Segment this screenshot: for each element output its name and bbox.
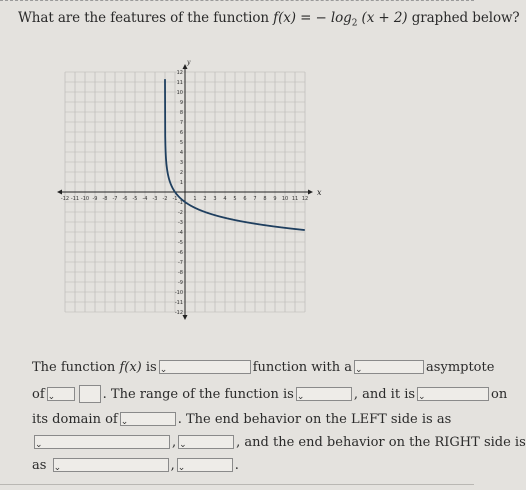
y-tick-label: 5	[179, 140, 183, 146]
text-as: as	[32, 457, 47, 473]
right-end-y-dropdown[interactable]	[177, 458, 233, 472]
y-tick-label: 1	[179, 180, 183, 186]
x-tick-label: 1	[193, 196, 197, 202]
answer-line-1	[32, 357, 494, 377]
text-asymptote: asymptote	[426, 359, 495, 375]
text-end-behavior-left: . The end behavior on the LEFT side is as	[177, 411, 452, 427]
top-divider	[0, 0, 474, 1]
text-end-behavior-right: , and the end behavior on the RIGHT side is	[236, 434, 526, 450]
y-axis-arrow-down	[183, 315, 188, 320]
left-end-x-dropdown[interactable]	[34, 435, 170, 449]
x-tick-label: 7	[253, 196, 257, 202]
x-tick-label: 2	[203, 196, 207, 202]
text-fx: f(x)	[119, 359, 142, 375]
question-suffix: graphed below?	[411, 10, 520, 26]
text-is: is	[145, 359, 157, 375]
bottom-divider	[0, 484, 474, 485]
text-the-function: The function	[32, 359, 116, 375]
y-tick-label: 7	[179, 120, 183, 126]
question-function: f(x) = − log	[273, 10, 352, 26]
y-tick-label: 10	[176, 90, 183, 96]
x-tick-label: 10	[281, 196, 289, 202]
left-end-y-dropdown[interactable]	[178, 435, 234, 449]
x-tick-label: -10	[80, 196, 90, 202]
x-tick-label: 6	[243, 196, 247, 202]
y-tick-label: 11	[176, 80, 183, 86]
y-tick-label: -6	[178, 250, 183, 256]
chevron-down-icon: ⌄	[296, 392, 305, 402]
chevron-down-icon: ⌄	[159, 365, 168, 375]
y-tick-label: -9	[178, 280, 183, 286]
y-tick-label: 4	[179, 150, 183, 156]
chevron-down-icon: ⌄	[179, 440, 187, 450]
x-tick-label: -5	[132, 196, 138, 202]
question-text	[18, 10, 520, 29]
text-comma: ,	[170, 457, 175, 473]
asymptote-value-input[interactable]	[79, 385, 101, 403]
function-graph	[60, 56, 322, 328]
text-of: of	[32, 386, 45, 402]
x-tick-label: 12	[301, 196, 309, 202]
text-comma: ,	[172, 434, 177, 450]
y-tick-label: 12	[176, 70, 183, 76]
x-axis-label: x	[317, 188, 322, 197]
right-end-x-dropdown[interactable]	[53, 458, 169, 472]
x-tick-label: -6	[122, 196, 128, 202]
monotonicity-dropdown[interactable]	[417, 387, 489, 401]
graph-svg	[60, 56, 322, 328]
x-tick-label: 4	[223, 196, 227, 202]
question-argument: (x + 2)	[361, 10, 408, 26]
y-tick-label: 8	[179, 110, 183, 116]
answer-line-2	[32, 384, 507, 404]
y-tick-label: 9	[179, 100, 183, 106]
y-tick-label: 3	[179, 160, 183, 166]
chevron-down-icon: ⌄	[53, 463, 62, 473]
x-tick-label: 9	[273, 196, 277, 202]
x-tick-label: -8	[102, 196, 108, 202]
chevron-down-icon: ⌄	[35, 440, 43, 450]
y-tick-label: -10	[174, 290, 183, 296]
y-tick-label: -1	[178, 200, 183, 206]
text-range: . The range of the function is	[102, 386, 294, 402]
y-tick-label: -2	[178, 210, 183, 216]
x-tick-label: 3	[213, 196, 217, 202]
text-function-with-a: function with a	[252, 359, 353, 375]
y-tick-label: -4	[178, 230, 183, 236]
answer-line-3	[32, 409, 451, 429]
chevron-down-icon: ⌄	[177, 463, 186, 473]
text-period: .	[234, 457, 239, 473]
x-tick-label: -4	[142, 196, 148, 202]
y-tick-label: -7	[178, 260, 183, 266]
text-on: on	[491, 386, 508, 402]
x-tick-label: -2	[162, 196, 168, 202]
y-axis-label: y	[187, 59, 191, 66]
y-tick-label: -12	[174, 310, 183, 316]
y-tick-label: 2	[179, 170, 183, 176]
x-tick-label: -11	[70, 196, 80, 202]
x-tick-label: 11	[291, 196, 299, 202]
x-tick-label: 5	[233, 196, 237, 202]
y-tick-label: -8	[178, 270, 183, 276]
y-tick-label: -3	[178, 220, 183, 226]
function-type-dropdown[interactable]	[159, 360, 251, 374]
chevron-down-icon: ⌄	[355, 365, 363, 375]
x-tick-label: -1	[172, 196, 178, 202]
x-tick-label: -7	[112, 196, 118, 202]
y-tick-label: -5	[178, 240, 183, 246]
answer-line-4	[32, 432, 526, 452]
text-its-domain-of: its domain of	[32, 411, 118, 427]
text-and-it-is: , and it is	[353, 386, 416, 402]
answer-line-5	[32, 455, 239, 475]
domain-dropdown[interactable]	[120, 412, 176, 426]
asymptote-variable-dropdown[interactable]	[47, 387, 75, 401]
x-tick-label: -9	[92, 196, 98, 202]
question-log-base: 2	[351, 18, 358, 29]
chevron-down-icon: ⌄	[418, 392, 426, 402]
x-tick-label: -3	[152, 196, 158, 202]
chevron-down-icon: ⌄	[120, 417, 129, 427]
chevron-down-icon: ⌄	[47, 392, 56, 402]
asymptote-type-dropdown[interactable]	[354, 360, 424, 374]
range-dropdown[interactable]	[296, 387, 352, 401]
y-tick-label: -11	[174, 300, 183, 306]
x-tick-label: -12	[60, 196, 70, 202]
x-axis-arrow-right	[308, 190, 313, 195]
question-prefix: What are the features of the function	[18, 10, 269, 26]
x-tick-label: 8	[263, 196, 267, 202]
y-tick-label: 6	[179, 130, 183, 136]
x-axis-arrow-left	[57, 190, 62, 195]
